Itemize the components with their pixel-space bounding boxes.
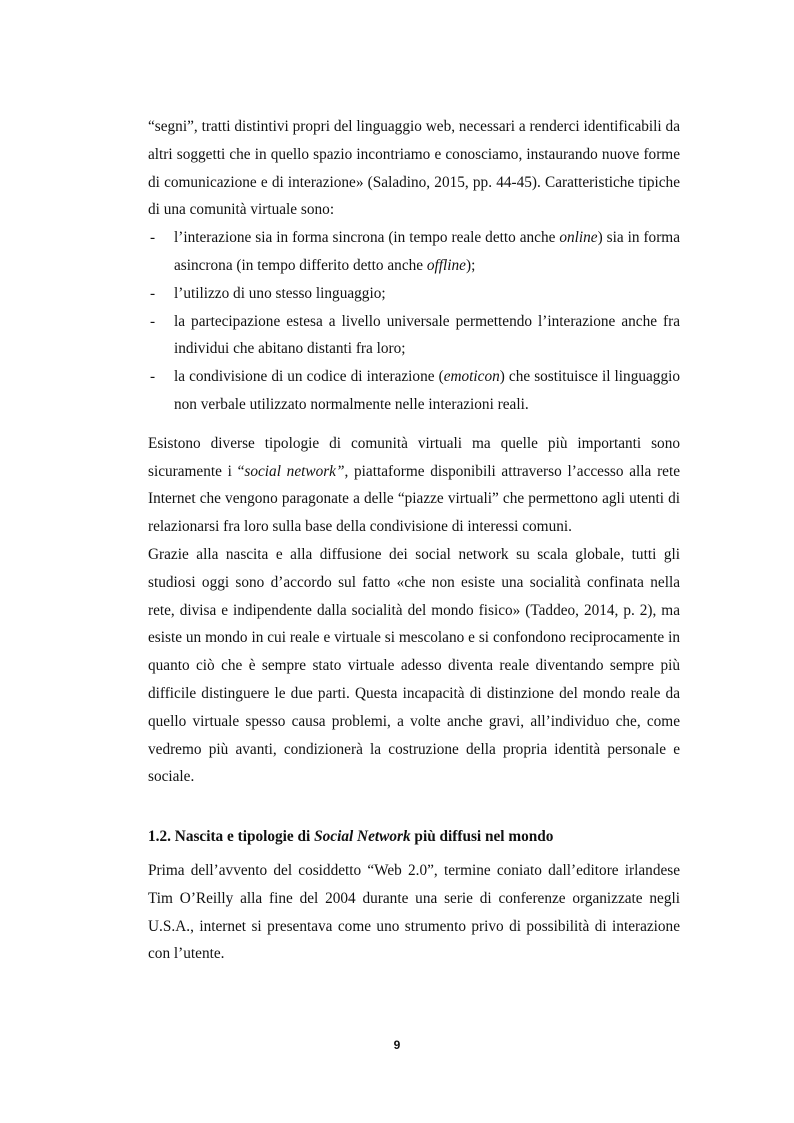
paragraph-emphasis: social network”	[244, 462, 345, 480]
heading-emphasis: Social Network	[314, 828, 411, 846]
list-item-text: l’interazione sia in forma sincrona (in tempo reale detto anche	[174, 229, 560, 247]
section-heading	[148, 823, 680, 851]
heading-text: 1.2. Nascita e tipologie di	[148, 828, 315, 846]
list-dash: -	[150, 368, 156, 386]
list-item-text: l’utilizzo di uno stesso linguaggio;	[174, 284, 386, 302]
list-item	[148, 224, 680, 280]
paragraph-text: Esistono diverse tipologie di comunità virtuali ma quelle più importanti sono sicuramente i “	[148, 434, 680, 480]
heading-text: più diffusi nel mondo	[410, 828, 554, 846]
paragraph-text: “segni”, tratti distintivi propri del linguaggio web, necessari a renderci identificabili da altri soggetti che in quello spazio incontriamo e conosciamo, instaurando nuove forme di comunicazione e di interazione» (Saladino, 2015, pp. 44-45). Caratteristiche tipiche di una comunità virtuale sono:	[148, 118, 680, 219]
list-item-emphasis: online	[559, 229, 598, 247]
paragraph-text: Grazie alla nascita e alla diffusione dei social network su scala globale, tutti gli studiosi oggi sono d’accordo sul fatto «che non esiste una socialità confinata nella rete, divisa e indipendente dalla socialità del mondo fisico» (Taddeo, 2014, p. 2), ma esiste un mondo in cui reale e virtuale si mescolano e si confondono reciprocamente in quanto ciò che è sempre stato virtuale adesso diventa reale diventando sempre più difficile distinguere le due parti. Questa incapacità di distinzione del mondo reale da quello virtuale spesso causa problemi, a volte anche gravi, all’individuo che, come vedremo più avanti, condizionerà la costruzione della propria identità personale e sociale.	[148, 545, 680, 786]
paragraph-web-2-0	[148, 857, 680, 968]
list-item	[148, 308, 680, 364]
list-item-text: la condivisione di un codice di interazione (	[174, 368, 444, 386]
paragraph-social-network-definition	[148, 430, 680, 541]
list-item-emphasis: offline	[426, 256, 466, 274]
list-item-text: );	[465, 256, 476, 274]
list-item-text: ) che sostituisce il linguaggio non verbale utilizzato normalmente nelle interazioni reali.	[174, 368, 680, 413]
paragraph-text: Prima dell’avvento del cosiddetto “Web 2.0”, termine coniato dall’editore irlandese Tim O’Reilly alla fine del 2004 durante una serie di conferenze organizzate negli U.S.A., internet si presentava come uno strumento privo di possibilità di interazione con l’utente.	[148, 861, 680, 963]
paragraph-text: , piattaforme disponibili attraverso l’accesso alla rete Internet che vengono paragonate a delle “piazze virtuali” che permettono agli utenti di relazionarsi fra loro sulla base della condivisione di interessi comuni.	[148, 462, 680, 536]
page-body	[148, 113, 680, 968]
list-item	[148, 363, 680, 419]
page-number: 9	[393, 1038, 401, 1052]
list-dash: -	[150, 284, 156, 302]
list-item-emphasis: emoticon	[443, 368, 500, 386]
list-dash: -	[150, 312, 156, 330]
paragraph-saladino-quote	[148, 113, 680, 224]
list-item-text: la partecipazione estesa a livello universale permettendo l’interazione anche fra individui che abitano distanti fra loro;	[174, 312, 680, 358]
virtual-community-features-list	[148, 224, 680, 419]
list-item	[148, 280, 680, 308]
paragraph-global-diffusion	[148, 541, 680, 791]
list-item-text: ) sia in forma asincrona (in tempo differito detto anche	[174, 229, 680, 274]
list-dash: -	[150, 229, 156, 247]
